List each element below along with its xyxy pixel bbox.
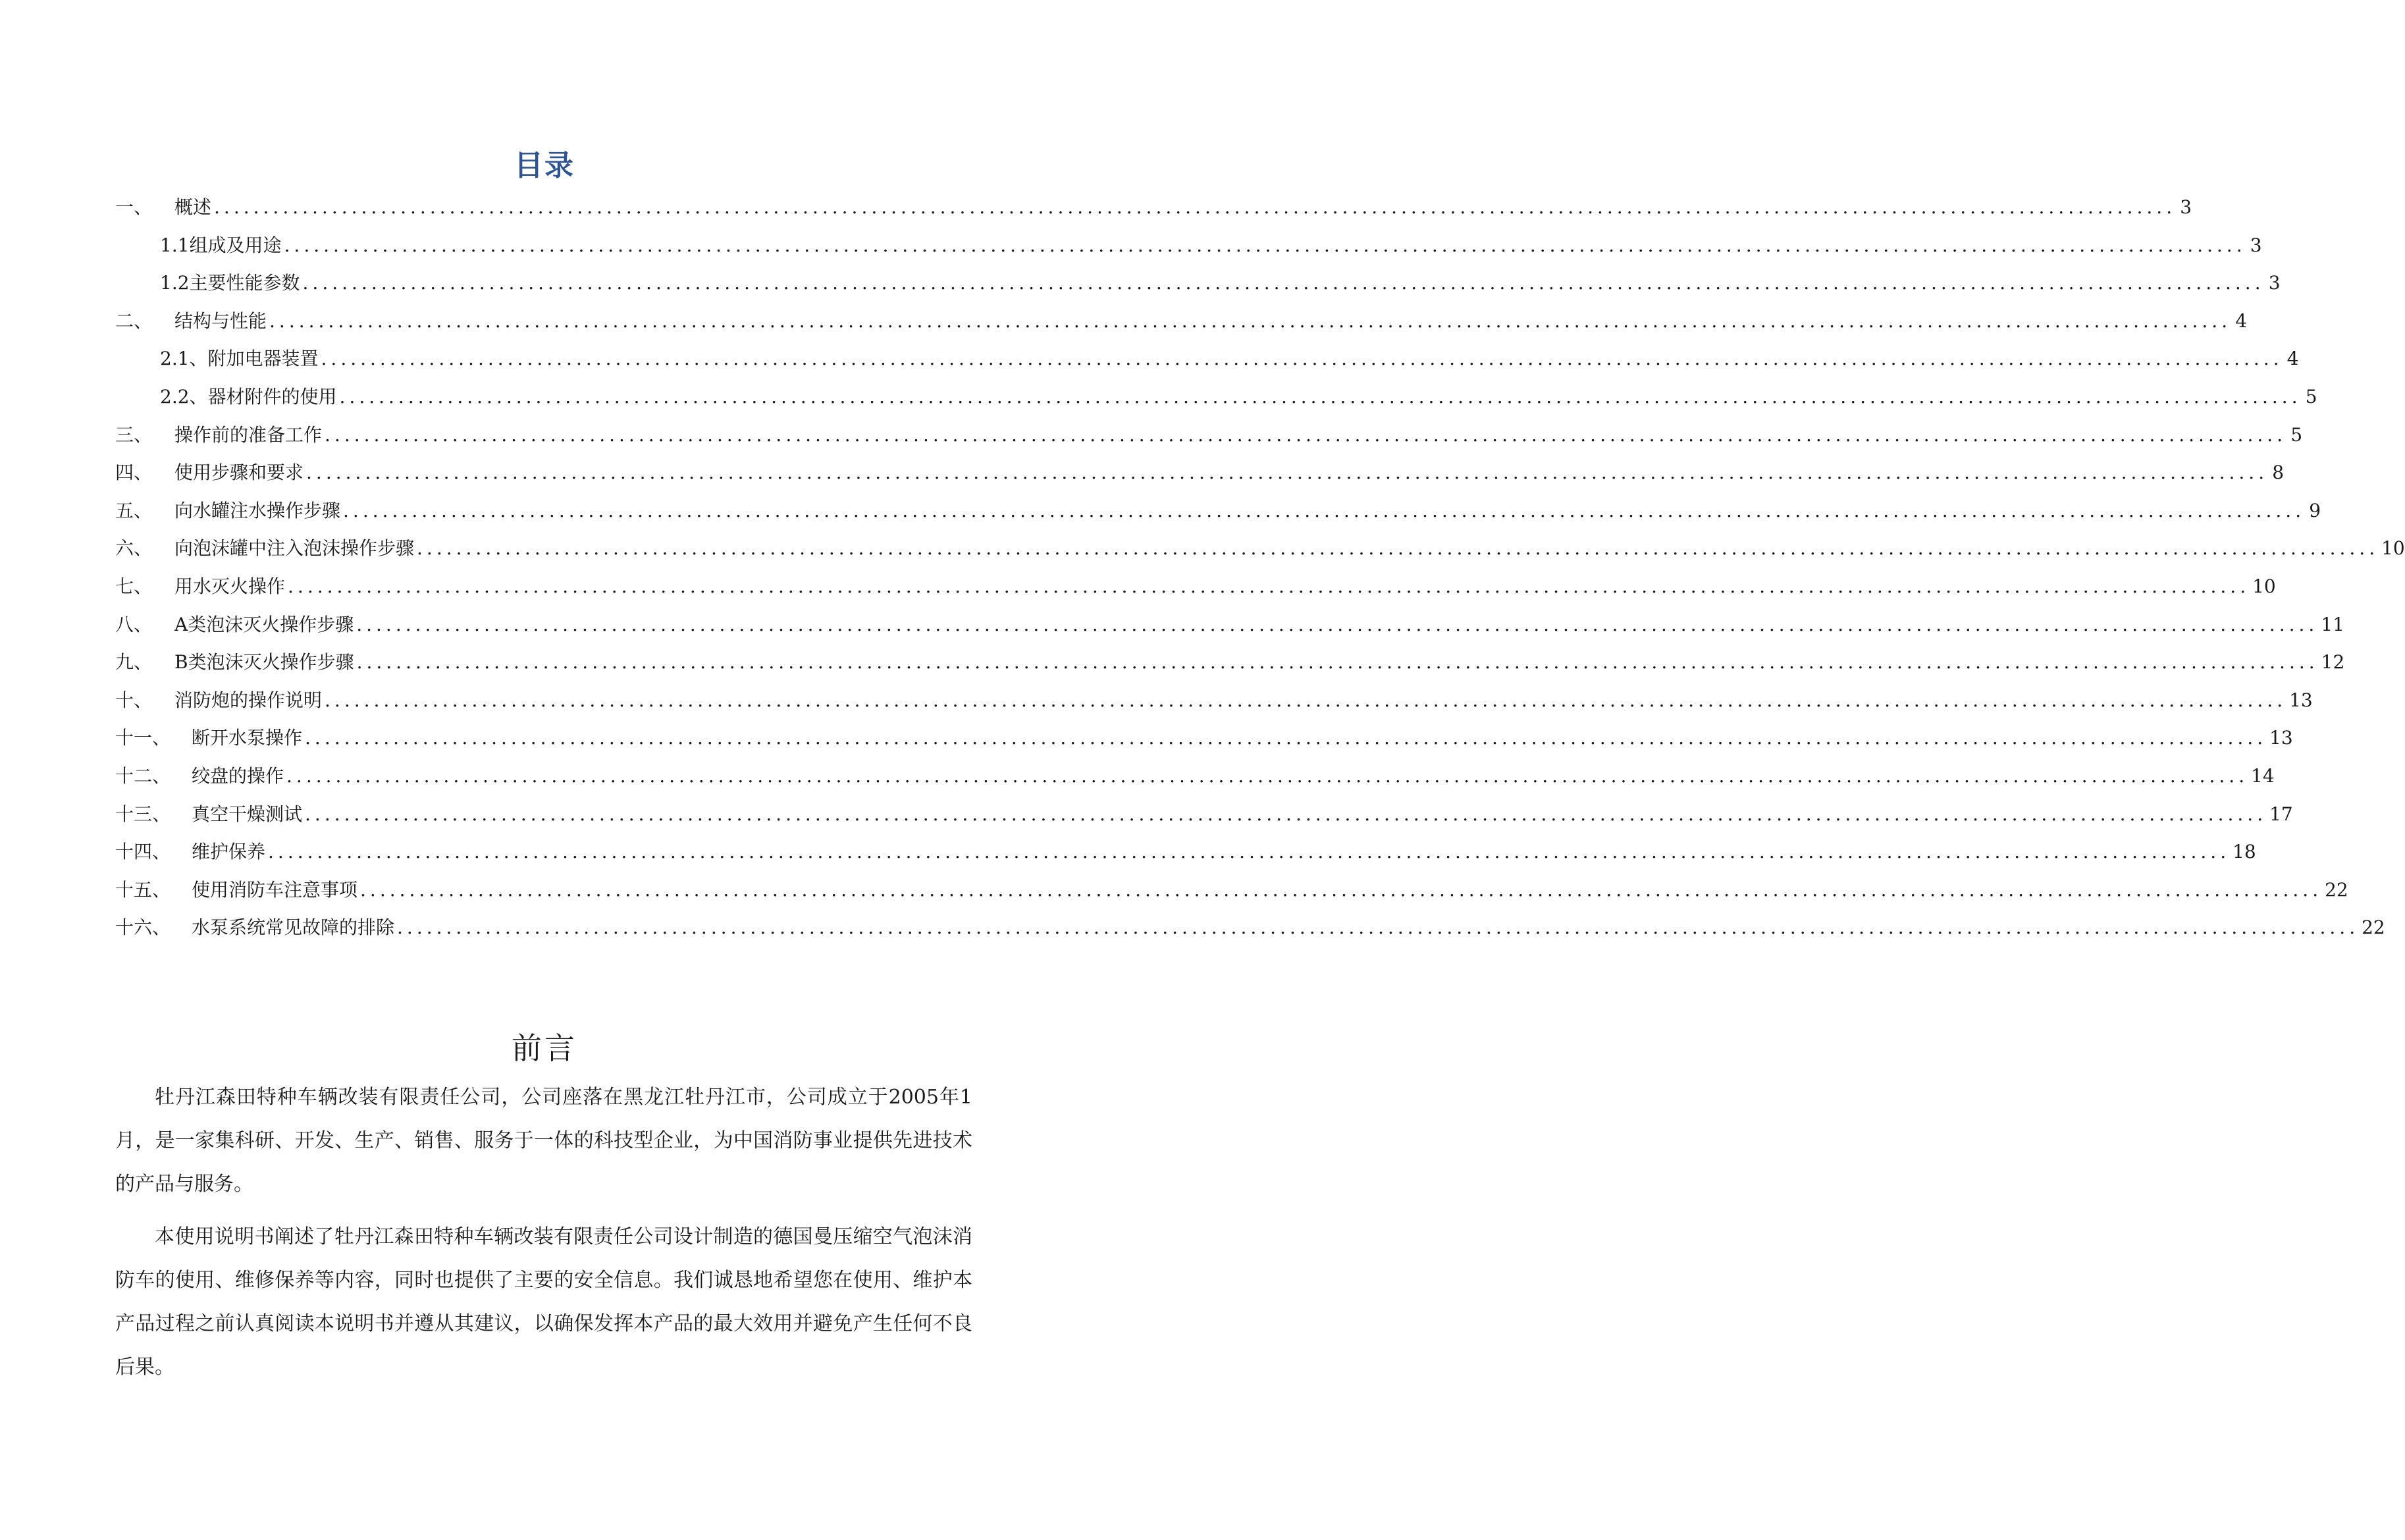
toc-entry-number: 二、 (115, 309, 153, 332)
toc-entry[interactable] (115, 416, 2303, 454)
toc-dot-leader: ........................................................................................................................................................................................................ (325, 423, 2287, 446)
toc-entry[interactable] (115, 568, 2276, 606)
toc-entry[interactable] (115, 188, 2192, 226)
toc-dot-leader: ........................................................................................................................................................................................................ (268, 841, 2231, 863)
toc-entry-page: 18 (2233, 841, 2256, 863)
toc-entry-label: 概述 (174, 196, 212, 218)
toc-dot-leader: ........................................................................................................................................................................................................ (343, 499, 2306, 521)
toc-dot-leader: ........................................................................................................................................................................................................ (306, 462, 2269, 484)
toc-dot-leader: ........................................................................................................................................................................................................ (214, 196, 2177, 218)
toc-entry-page: 8 (2272, 462, 2285, 484)
toc-entry-label: B类泡沫灭火操作步骤 (174, 651, 354, 674)
toc-entry[interactable] (115, 833, 2256, 871)
toc-entry-number: 一、 (115, 196, 153, 218)
toc-entry-number: 七、 (115, 575, 153, 597)
toc-dot-leader: ........................................................................................................................................................................................................ (286, 764, 2249, 787)
toc-entry[interactable] (115, 378, 2317, 416)
toc-entry[interactable] (115, 454, 2285, 492)
toc-entry-page: 4 (2286, 348, 2299, 370)
toc-entry-number: 六、 (115, 537, 153, 560)
toc-entry-page: 11 (2321, 613, 2344, 635)
foreword-body (115, 1076, 972, 1398)
toc-entry-number: 十、 (115, 689, 153, 711)
toc-entry-label: 1.2主要性能参数 (160, 272, 300, 294)
toc-entry-label: 向泡沫罐中注入泡沫操作步骤 (174, 537, 415, 560)
toc-entry-label: 水泵系统常见故障的排除 (192, 916, 395, 939)
toc-dot-leader: ........................................................................................................................................................................................................ (356, 613, 2319, 635)
toc-entry-label: 绞盘的操作 (192, 764, 284, 787)
toc-entry-page: 3 (2268, 272, 2281, 294)
toc-entry[interactable] (115, 757, 2275, 795)
toc-entry-page: 14 (2251, 764, 2275, 787)
toc-dot-leader: ........................................................................................................................................................................................................ (397, 916, 2360, 939)
foreword-paragraph-1: 牡丹江森田特种车辆改装有限责任公司，公司座落在黑龙江牡丹江市，公司成立于2005年1月，是一家集科研、开发、生产、销售、服务于一体的科技型企业，为中国消防事业提供先进技术的产品与服务。 (115, 1086, 972, 1196)
toc-entry-label: 操作前的准备工作 (174, 423, 323, 446)
toc-entry-label: 真空干燥测试 (192, 803, 303, 825)
toc-dot-leader: ........................................................................................................................................................................................................ (356, 651, 2319, 674)
toc-title: 目录 (514, 149, 575, 182)
toc-entry-label: 断开水泵操作 (192, 727, 303, 749)
foreword-paragraph-2: 本使用说明书阐述了牡丹江森田特种车辆改装有限责任公司设计制造的德国曼压缩空气泡沫消防车的使用、维修保养等内容，同时也提供了主要的安全信息。我们诚恳地希望您在使用、维护本产品过程之前认真阅读本说明书并遵从其建议，以确保发挥本产品的最大效用并避免产生任何不良后果。 (115, 1225, 972, 1379)
toc-entry-page: 13 (2289, 689, 2313, 711)
toc-dot-leader: ........................................................................................................................................................................................................ (360, 878, 2323, 901)
toc-entry-number: 八、 (115, 613, 153, 635)
toc-dot-leader: ........................................................................................................................................................................................................ (321, 348, 2283, 370)
toc-entry-number: 十一、 (115, 727, 171, 749)
toc-dot-leader: ........................................................................................................................................................................................................ (305, 727, 2267, 749)
toc-entry-label: 2.2、器材附件的使用 (160, 385, 337, 408)
toc-entry[interactable] (115, 529, 2405, 568)
toc-entry-page: 4 (2235, 309, 2248, 332)
toc-entry-page: 3 (2180, 196, 2192, 218)
toc-entry-number: 十三、 (115, 803, 171, 825)
toc-entry-label: 使用步骤和要求 (174, 462, 304, 484)
toc-dot-leader: ........................................................................................................................................................................................................ (305, 803, 2267, 825)
toc-entry[interactable] (115, 226, 2262, 265)
toc-dot-leader: ........................................................................................................................................................................................................ (325, 689, 2287, 711)
toc-entry[interactable] (115, 795, 2293, 834)
toc-entry-label: 维护保养 (192, 841, 266, 863)
toc-dot-leader: ........................................................................................................................................................................................................ (269, 309, 2232, 332)
toc-entry-number: 十六、 (115, 916, 171, 939)
toc-entry[interactable] (115, 719, 2293, 757)
toc-entry-label: 用水灭火操作 (174, 575, 286, 597)
toc-entry[interactable] (115, 302, 2248, 340)
toc-list (115, 188, 2405, 947)
toc-entry-number: 四、 (115, 462, 153, 484)
toc-entry-label: 使用消防车注意事项 (192, 878, 358, 901)
toc-dot-leader: ........................................................................................................................................................................................................ (284, 234, 2246, 256)
toc-entry-page: 22 (2362, 916, 2385, 939)
toc-entry-label: 结构与性能 (174, 309, 267, 332)
toc-entry[interactable] (115, 492, 2321, 530)
toc-entry-page: 10 (2252, 575, 2276, 597)
toc-entry[interactable] (115, 340, 2299, 378)
toc-entry-page: 10 (2381, 537, 2405, 560)
toc-dot-leader: ........................................................................................................................................................................................................ (302, 272, 2265, 294)
toc-entry-page: 3 (2250, 234, 2262, 256)
toc-entry-page: 9 (2309, 499, 2321, 521)
toc-entry[interactable] (115, 871, 2348, 909)
toc-dot-leader: ........................................................................................................................................................................................................ (417, 537, 2379, 560)
foreword-title: 前言 (512, 1030, 577, 1066)
toc-entry-label: 向水罐注水操作步骤 (174, 499, 341, 521)
toc-entry-page: 13 (2269, 727, 2293, 749)
toc-entry-label: 2.1、附加电器装置 (160, 348, 319, 370)
toc-entry-number: 五、 (115, 499, 153, 521)
toc-dot-leader: ........................................................................................................................................................................................................ (339, 385, 2302, 408)
toc-entry[interactable] (115, 681, 2313, 720)
toc-entry-page: 12 (2321, 651, 2345, 674)
toc-entry[interactable] (115, 264, 2281, 302)
toc-entry-label: A类泡沫灭火操作步骤 (174, 613, 354, 635)
toc-entry-number: 九、 (115, 651, 153, 674)
toc-entry-number: 十五、 (115, 878, 171, 901)
toc-entry-number: 十二、 (115, 764, 171, 787)
toc-entry-page: 5 (2290, 423, 2303, 446)
toc-entry[interactable] (115, 606, 2344, 644)
toc-dot-leader: ........................................................................................................................................................................................................ (288, 575, 2250, 597)
toc-entry-page: 17 (2269, 803, 2293, 825)
toc-entry-number: 十四、 (115, 841, 171, 863)
toc-entry-label: 1.1组成及用途 (160, 234, 282, 256)
toc-entry-number: 三、 (115, 423, 153, 446)
toc-entry[interactable] (115, 909, 2385, 947)
toc-entry-page: 22 (2325, 878, 2348, 901)
toc-entry-page: 5 (2305, 385, 2317, 408)
toc-entry-label: 消防炮的操作说明 (174, 689, 323, 711)
toc-entry[interactable] (115, 643, 2345, 681)
